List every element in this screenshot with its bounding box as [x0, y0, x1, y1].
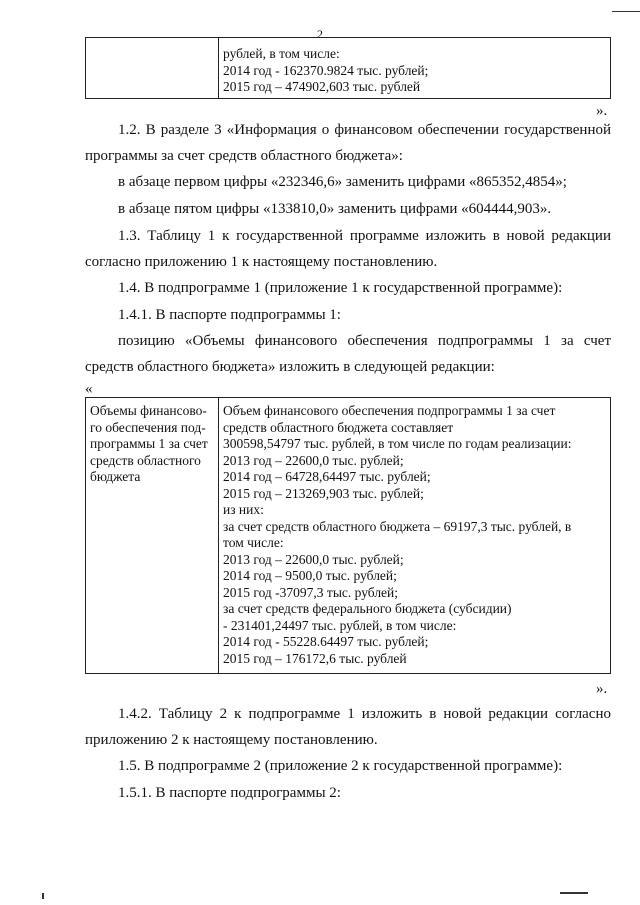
- table-line: 2015 год – 474902,603 тыс. рублей: [223, 79, 421, 94]
- table-line: 2013 год – 22600,0 тыс. рублей;: [223, 452, 404, 468]
- funding-table-continuation: [85, 37, 611, 99]
- paragraph-1-2-line-1: 1.2. В разделе 3 «Информация о финансовом обеспечении государственной: [118, 122, 611, 138]
- table-line: средств областного бюджета составляет: [223, 419, 454, 435]
- paragraph-abzac-5: в абзаце пятом цифры «133810,0» заменить цифрами «604444,903».: [118, 201, 552, 217]
- table-line: 2013 год – 22600,0 тыс. рублей;: [223, 551, 404, 567]
- paragraph-abzac-1: в абзаце первом цифры «232346,6» заменить цифрами «865352,4854»;: [118, 174, 567, 190]
- closing-quote: ».: [596, 103, 608, 119]
- table-line: рублей, в том числе:: [223, 46, 340, 61]
- table-line: из них:: [223, 502, 264, 517]
- table-right-cell: [219, 398, 611, 674]
- table-line: 2014 год - 55228.64497 тыс. рублей;: [223, 634, 429, 649]
- table-left-cell-empty: [86, 38, 219, 99]
- paragraph-position-line-1: позицию «Объемы финансового обеспечения подпрограммы 1 за счет: [118, 333, 611, 349]
- table-line: бюджета: [90, 469, 141, 484]
- paragraph-position-line-2: средств областного бюджета» изложить в следующей редакции:: [85, 359, 495, 375]
- table-line: программы 1 за счет: [90, 436, 208, 451]
- paragraph-1-5-1: 1.5.1. В паспорте подпрограммы 2:: [118, 785, 341, 801]
- page-number: 2: [317, 27, 323, 41]
- table-line: го обеспечения под-: [90, 419, 206, 435]
- paragraph-1-4: 1.4. В подпрограмме 1 (приложение 1 к государственной программе):: [118, 280, 563, 296]
- scan-mark: [612, 11, 640, 12]
- table-line: 2015 год – 176172,6 тыс. рублей: [223, 650, 407, 666]
- table-line: 2015 год -37097,3 тыс. рублей;: [223, 584, 399, 600]
- table-line: 2014 год – 9500,0 тыс. рублей;: [223, 568, 397, 583]
- paragraph-1-4-2-line-1: 1.4.2. Таблицу 2 к подпрограмме 1 изложить в новой редакции согласно: [118, 706, 611, 722]
- paragraph-1-2-line-2: программы за счет средств областного бюджета»:: [85, 148, 403, 164]
- table-line: за счет средств федерального бюджета (субсидии): [223, 601, 512, 616]
- paragraph-1-4-2-line-2: приложению 2 к настоящему постановлению.: [85, 732, 378, 748]
- paragraph-1-3-line-1: 1.3. Таблицу 1 к государственной программе изложить в новой редакции: [118, 228, 611, 244]
- opening-quote: «: [85, 381, 93, 397]
- scan-mark: [560, 892, 588, 894]
- table-line: 2015 год – 213269,903 тыс. рублей;: [223, 485, 424, 501]
- table-line: Объем финансового обеспечения подпрограммы 1 за счет: [223, 403, 556, 418]
- paragraph-1-5: 1.5. В подпрограмме 2 (приложение 2 к государственной программе):: [118, 758, 563, 774]
- subprogram-funding-table: [85, 397, 611, 674]
- table-line: том числе:: [223, 535, 284, 550]
- table-line: средств областного: [90, 452, 201, 468]
- closing-quote: ».: [596, 681, 608, 697]
- paragraph-1-4-1: 1.4.1. В паспорте подпрограммы 1:: [118, 307, 341, 323]
- paragraph-1-3-line-2: согласно приложению 1 к настоящему постановлению.: [85, 254, 438, 270]
- table-line: 2014 год - 162370.9824 тыс. рублей;: [223, 62, 429, 78]
- table-left-cell: [86, 398, 219, 674]
- table-line: 2014 год – 64728,64497 тыс. рублей;: [223, 469, 431, 484]
- table-line: за счет средств областного бюджета – 69197,3 тыс. рублей, в: [223, 518, 572, 534]
- table-right-cell: [219, 38, 611, 99]
- table-line: - 231401,24497 тыс. рублей, в том числе:: [223, 617, 457, 633]
- scan-mark: [42, 893, 44, 899]
- table-line: Объемы финансово-: [90, 403, 207, 418]
- table-line: 300598,54797 тыс. рублей, в том числе по годам реализации:: [223, 436, 572, 451]
